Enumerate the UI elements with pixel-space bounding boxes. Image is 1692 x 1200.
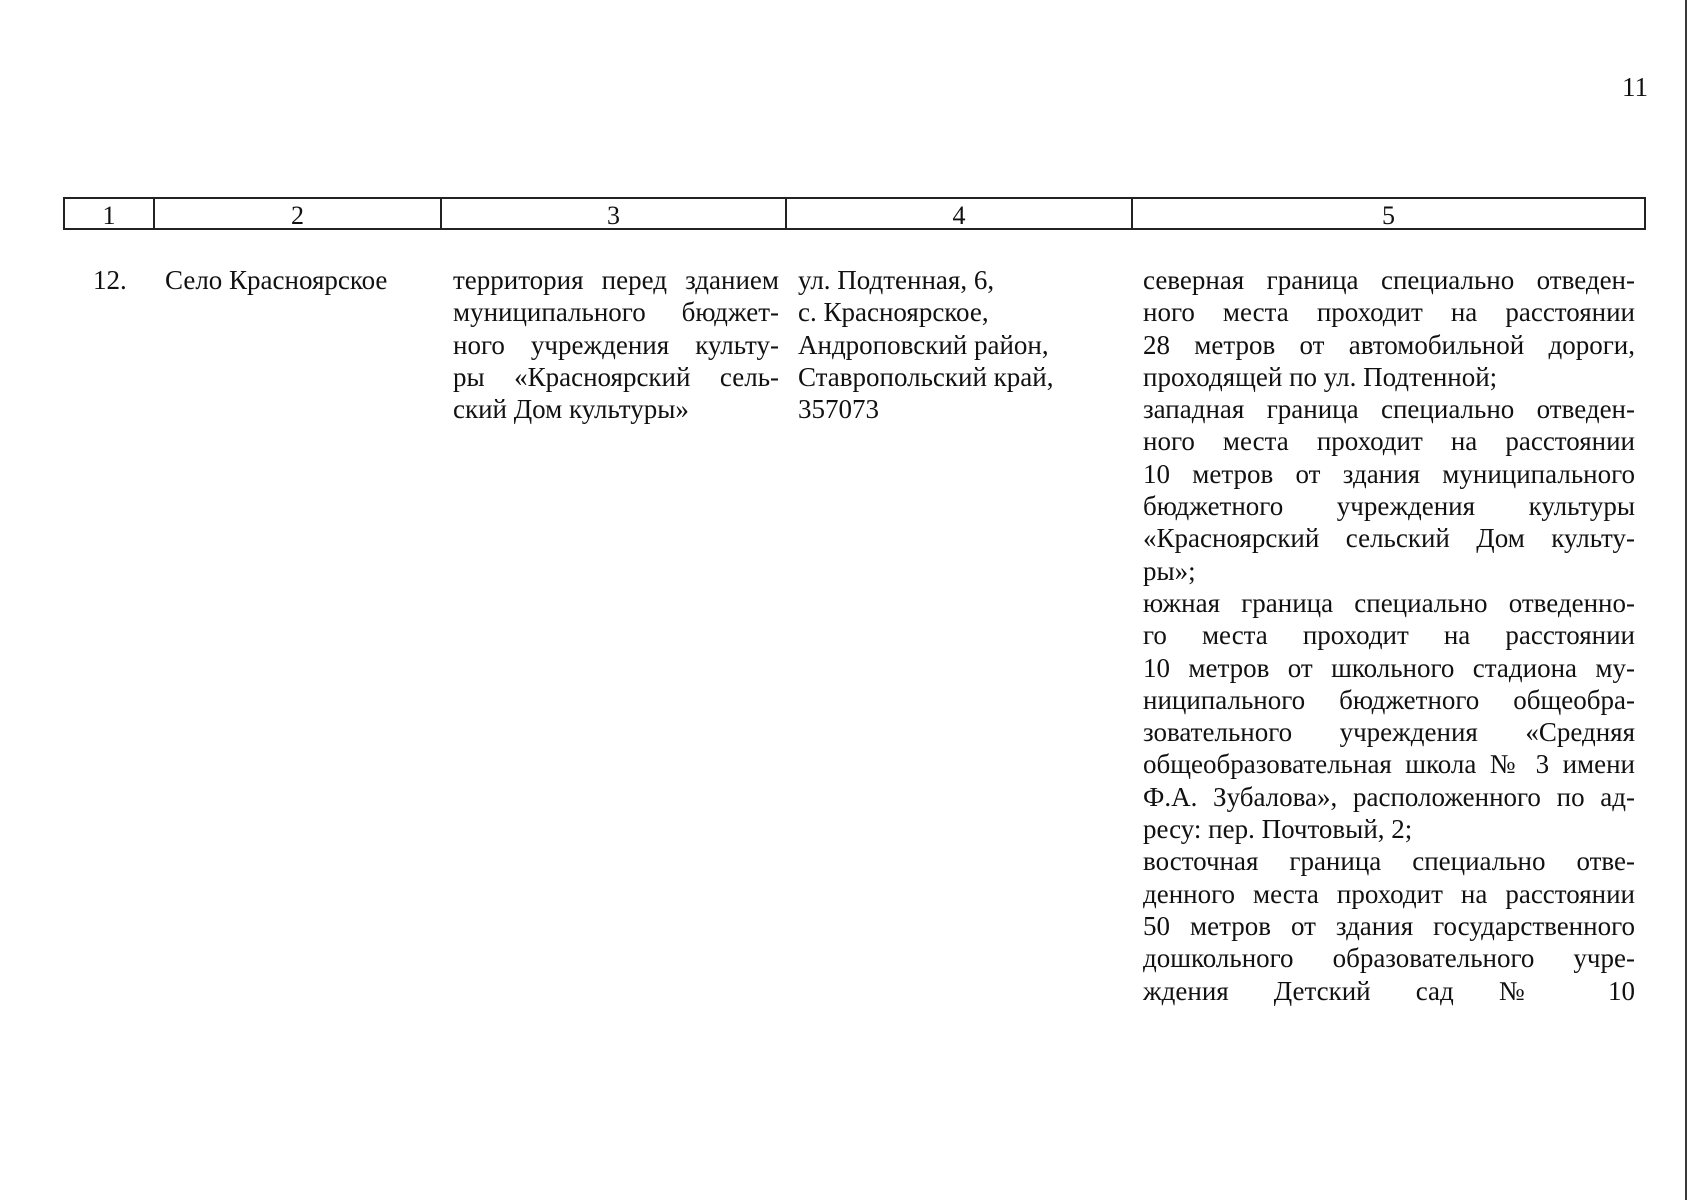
boundary-line: денного места проходит на расстоянии (1143, 878, 1635, 909)
boundary-line: северная граница специально отведен- (1143, 265, 1635, 295)
settlement-cell: Село Красноярское (165, 265, 388, 295)
boundary-line: западная граница специально отведен- (1143, 394, 1635, 425)
row-number-cell: 12. (93, 265, 127, 295)
table-header-row (63, 197, 1646, 230)
boundary-line: проходящей по ул. Подтенной; (1143, 361, 1498, 392)
column-header-5: 5 (1382, 201, 1395, 230)
boundary-line: восточная граница специально отве- (1143, 846, 1635, 877)
boundary-line: 50 метров от здания государственного (1143, 910, 1635, 941)
boundary-line: ного места проходит на расстоянии (1143, 297, 1635, 328)
boundary-description-cell (1143, 264, 1635, 1007)
address-line: Андроповский район, (798, 329, 1049, 360)
boundary-line: 10 метров от здания муниципального (1143, 458, 1635, 489)
column-header-1: 1 (65, 199, 155, 228)
place-line: территория перед зданием (453, 265, 779, 295)
boundary-line: ры»; (1143, 555, 1196, 586)
page-edge-line (1685, 0, 1687, 1200)
boundary-line: 10 метров от школьного стадиона му- (1143, 652, 1635, 683)
boundary-line: го места проходит на расстоянии (1143, 620, 1635, 651)
address-line: ул. Подтенная, 6, (798, 265, 995, 295)
place-line: ного учреждения культу- (453, 329, 779, 360)
address-line: 357073 (798, 394, 879, 425)
column-header-2: 2 (155, 199, 442, 228)
boundary-line: ного места проходит на расстоянии (1143, 426, 1635, 457)
boundary-line: 28 метров от автомобильной дороги, (1143, 329, 1635, 360)
place-cell (453, 264, 779, 425)
place-line: ры «Красноярский сель- (453, 361, 779, 392)
place-line: муниципального бюджет- (453, 297, 779, 328)
boundary-line: Ф.А. Зубалова», расположенного по ад- (1143, 781, 1635, 812)
place-line: ский Дом культуры» (453, 394, 689, 425)
page-number: 11 (1622, 72, 1648, 102)
column-header-3: 3 (442, 199, 787, 228)
address-cell (798, 264, 1098, 425)
column-header-4: 4 (787, 199, 1133, 228)
boundary-line: ниципального бюджетного общеобра- (1143, 684, 1635, 715)
address-line: с. Красноярское, (798, 297, 989, 328)
boundary-line: ресу: пер. Почтовый, 2; (1143, 814, 1413, 845)
boundary-line: «Красноярский сельский Дом культу- (1143, 523, 1635, 554)
address-line: Ставропольский край, (798, 361, 1054, 392)
boundary-line: бюджетного учреждения культуры (1143, 491, 1635, 522)
boundary-line: зовательного учреждения «Средняя (1143, 717, 1635, 748)
boundary-line: южная граница специально отведенно- (1143, 587, 1635, 618)
boundary-line: общеобразовательная школа № 3 имени (1143, 749, 1635, 780)
boundary-line: ждения Детский сад № 10 (1143, 975, 1635, 1006)
boundary-line: дошкольного образовательного учре- (1143, 943, 1635, 974)
